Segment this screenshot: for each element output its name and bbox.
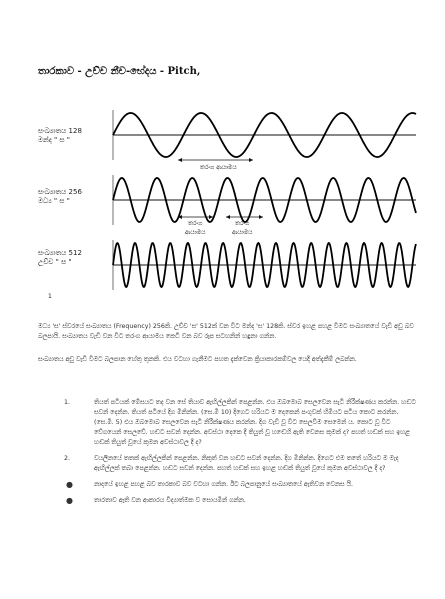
list-marker: 1. [64, 399, 71, 406]
wavelength-label-1: තරංග ආයාමය [200, 164, 237, 171]
wave-label-low [38, 127, 82, 145]
wave-label-high-freq: සංඛ්‍යාතය 512 [38, 249, 82, 257]
list-item [38, 454, 416, 474]
wavelength-label-2-line2: ආයාමය [185, 229, 206, 236]
wavelength-label-2 [185, 219, 205, 237]
wavelength-label-3-line1: තරංග [235, 220, 250, 227]
figure-tick-mark: 1 [48, 293, 52, 300]
list-item-text: තාරතාව ඇති වන ආකාරය විද්‍යාත්මක ව සොයමින් ගන්න. [94, 497, 246, 504]
bullet-icon: ● [66, 480, 73, 489]
wave-label-low-freq: සංඛ්‍යාතය 128 [38, 127, 82, 135]
list-item [38, 398, 416, 448]
list-marker: 2. [64, 455, 71, 462]
wavelength-label-2-line1: තරංග [188, 220, 203, 227]
paragraph-activities: සංඛ්‍යාතය අඩු වැඩි වීමට බලපාන හේතු තුනකි. එය වටහා ගැනීමට පහත දැක්වෙන ක්‍රියාකාරකම්වල යෙදී අත්දැකීම් ලබන්න. [38, 356, 357, 363]
wave-label-mid-note: මධ්‍ය " ස " [38, 197, 70, 205]
wave-diagram [38, 105, 418, 310]
paragraph-frequency: මධ්‍ය 'ස' ස්වරයේ සංඛ්‍යාතය (Frequency) 256කි. උච්ච 'ස' 512ක් වන විට මන්ද 'ස' 128කි. ස්වර ඉහළ පහළ වීමට සංඛ්‍යාතයේ වැඩි අඩු බව බලපායි. සංඛ්‍යාතය වැඩි වන විට තරංග ආයාමය කෙටි වන බව රූප සටහනින් හඳුනා ගන්න. [38, 323, 414, 340]
bullet-icon: ● [66, 496, 73, 505]
wave-figure [38, 105, 418, 310]
list-item-text: තියත් පටියක් මේසයට තද වන සේ තියාව ඇඟිල්ලකින් පෙළන්න. එය ඔබමොබ සෙලවෙන සැටි නිරීක්ෂණය කරන්න. හඬට සවන් දෙන්න. තියත් පටියේ දිග මිනින්න. (සෙ.මී 10) දිගෙට හරියට ම දෙකෙන් පංගුවක් හිමියට පටිය කොට කරන්න. (සෙ.මී. 5) එය ඔබමොබ සෙලවෙන සැටි නිරීක්ෂණය කරන්න. දිග වැඩි වූ විට සෙලවීම සෙමෙන් ය. කොට වූ විට වේගයෙන් සෙලවේ. හඬට සවන් දෙන්න. අවස්ථා දෙකෙ දී තියුත් වූ හඬෙහි ඇති වෙනස කුමක් ද? පහත් හඬක් සහ ඉහළ හඬක් තියුත් වූයේ කුමන අවස්ථාවල දී ද? [94, 399, 416, 446]
wave-label-low-note: මන්ද " ස " [38, 136, 70, 144]
list-item [38, 480, 416, 490]
wave-label-mid [38, 188, 82, 206]
wavelength-label-3-line2: ආයාමය [232, 229, 253, 236]
list-item-text: නාදයේ ඉහළ පහළ බව තාරකාව බව වටහා ගන්න. ඊට බලපානුයේ සංඛ්‍යාතයේ ඇතිවන වෙනස යි. [94, 481, 354, 488]
wave-label-mid-freq: සංඛ්‍යාතය 256 [38, 188, 82, 196]
list-item [38, 496, 416, 506]
page-title: තාරකාව - උච්ච නීච-භේදය - Pitch, [38, 66, 201, 77]
activity-list [38, 398, 416, 512]
list-item-text: වයලිනයේ තතක් ඇඟිල්ලකින් පෙළන්න. නිකුත් වන හඬට සවන් දෙන්න. දිග මිනින්න. දිගෙට එම තතේ හරියට ම මැද ඇඟිල්ලක් තබා පෙළන්න. හඬට සවන් දෙන්න. පහත් හඬක් සහ ඉහළ හඬක් තියුත් වූයේ කුමන අවස්ථාවල දී ද? [94, 455, 399, 472]
wavelength-label-3 [232, 219, 252, 237]
wave-label-high-note: උච්ච " ස " [38, 258, 72, 266]
wave-label-high [38, 249, 82, 267]
